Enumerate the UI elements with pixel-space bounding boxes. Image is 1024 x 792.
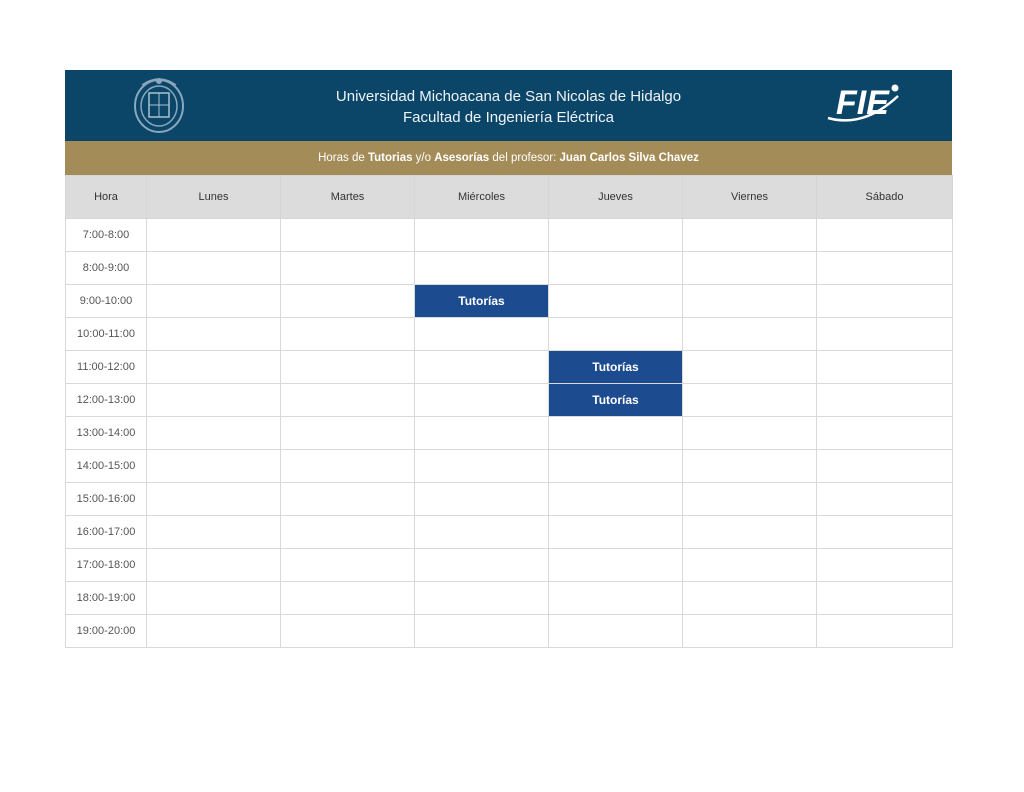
schedule-cell bbox=[683, 384, 817, 417]
schedule-cell bbox=[415, 384, 549, 417]
schedule-cell bbox=[147, 450, 281, 483]
schedule-cell bbox=[281, 549, 415, 582]
schedule-cell bbox=[549, 450, 683, 483]
schedule-cell bbox=[549, 549, 683, 582]
schedule-sheet bbox=[65, 70, 952, 648]
time-slot-label: 8:00-9:00 bbox=[66, 252, 147, 285]
header-titles bbox=[65, 86, 952, 128]
university-name: Universidad Michoacana de San Nicolas de Hidalgo bbox=[335, 88, 682, 105]
schedule-cell bbox=[147, 516, 281, 549]
table-row bbox=[66, 582, 953, 615]
schedule-cell bbox=[415, 582, 549, 615]
schedule-cell bbox=[281, 285, 415, 318]
schedule-cell bbox=[817, 582, 953, 615]
banner-connector: y/o bbox=[412, 152, 435, 164]
time-slot-label: 17:00-18:00 bbox=[66, 549, 147, 582]
schedule-cell bbox=[147, 318, 281, 351]
schedule-cell bbox=[683, 318, 817, 351]
column-header-2: Martes bbox=[281, 176, 415, 219]
column-header-0: Hora bbox=[66, 176, 147, 219]
schedule-cell bbox=[683, 516, 817, 549]
schedule-cell bbox=[683, 351, 817, 384]
schedule-cell bbox=[549, 417, 683, 450]
schedule-cell bbox=[415, 351, 549, 384]
schedule-cell bbox=[415, 252, 549, 285]
schedule-cell bbox=[281, 219, 415, 252]
schedule-cell bbox=[281, 252, 415, 285]
schedule-cell bbox=[281, 516, 415, 549]
schedule-cell bbox=[549, 615, 683, 648]
table-row bbox=[66, 318, 953, 351]
column-header-3: Miércoles bbox=[415, 176, 549, 219]
tutoria-slot: Tutorías bbox=[549, 351, 683, 384]
schedule-cell bbox=[817, 285, 953, 318]
time-slot-label: 16:00-17:00 bbox=[66, 516, 147, 549]
schedule-cell bbox=[549, 252, 683, 285]
table-row bbox=[66, 450, 953, 483]
svg-text:FIE: FIE bbox=[836, 84, 889, 122]
table-row bbox=[66, 549, 953, 582]
schedule-cell bbox=[147, 285, 281, 318]
table-row bbox=[66, 483, 953, 516]
schedule-cell bbox=[281, 450, 415, 483]
table-header-row bbox=[66, 176, 953, 219]
schedule-cell bbox=[281, 351, 415, 384]
schedule-cell bbox=[281, 483, 415, 516]
schedule-cell bbox=[817, 318, 953, 351]
column-header-1: Lunes bbox=[147, 176, 281, 219]
table-row bbox=[66, 252, 953, 285]
schedule-cell bbox=[147, 615, 281, 648]
schedule-cell bbox=[415, 450, 549, 483]
schedule-cell bbox=[817, 549, 953, 582]
time-slot-label: 14:00-15:00 bbox=[66, 450, 147, 483]
schedule-cell bbox=[549, 483, 683, 516]
schedule-table bbox=[65, 175, 953, 648]
schedule-cell bbox=[281, 318, 415, 351]
schedule-cell bbox=[415, 615, 549, 648]
table-row bbox=[66, 351, 953, 384]
schedule-cell bbox=[683, 483, 817, 516]
tutoria-slot: Tutorías bbox=[549, 384, 683, 417]
table-body bbox=[66, 219, 953, 648]
schedule-cell bbox=[817, 219, 953, 252]
schedule-cell bbox=[281, 384, 415, 417]
schedule-cell bbox=[281, 417, 415, 450]
column-header-6: Sábado bbox=[817, 176, 953, 219]
schedule-cell bbox=[817, 483, 953, 516]
table-row bbox=[66, 516, 953, 549]
table-row bbox=[66, 417, 953, 450]
professor-banner bbox=[65, 141, 952, 175]
schedule-cell bbox=[415, 516, 549, 549]
table-row bbox=[66, 615, 953, 648]
schedule-cell bbox=[147, 252, 281, 285]
professor-name: Juan Carlos Silva Chavez bbox=[559, 152, 699, 164]
schedule-cell bbox=[147, 582, 281, 615]
schedule-cell bbox=[817, 351, 953, 384]
table-row bbox=[66, 384, 953, 417]
schedule-cell bbox=[549, 219, 683, 252]
banner-suffix: del profesor: bbox=[489, 152, 560, 164]
page-header bbox=[65, 70, 952, 141]
schedule-cell bbox=[549, 582, 683, 615]
schedule-cell bbox=[147, 549, 281, 582]
schedule-cell bbox=[415, 318, 549, 351]
column-header-4: Jueves bbox=[549, 176, 683, 219]
schedule-cell bbox=[683, 285, 817, 318]
schedule-cell bbox=[683, 219, 817, 252]
schedule-cell bbox=[683, 252, 817, 285]
schedule-cell bbox=[817, 252, 953, 285]
fie-logo bbox=[824, 78, 904, 130]
schedule-cell bbox=[683, 450, 817, 483]
schedule-cell bbox=[683, 615, 817, 648]
schedule-cell bbox=[147, 219, 281, 252]
schedule-cell bbox=[549, 318, 683, 351]
time-slot-label: 19:00-20:00 bbox=[66, 615, 147, 648]
schedule-cell bbox=[549, 285, 683, 318]
schedule-cell bbox=[683, 417, 817, 450]
schedule-cell bbox=[817, 450, 953, 483]
table-row bbox=[66, 219, 953, 252]
schedule-cell bbox=[281, 615, 415, 648]
time-slot-label: 9:00-10:00 bbox=[66, 285, 147, 318]
time-slot-label: 11:00-12:00 bbox=[66, 351, 147, 384]
schedule-cell bbox=[683, 549, 817, 582]
table-row bbox=[66, 285, 953, 318]
schedule-cell bbox=[817, 516, 953, 549]
schedule-cell bbox=[147, 384, 281, 417]
faculty-name: Facultad de Ingeniería Eléctrica bbox=[403, 109, 614, 126]
schedule-cell bbox=[549, 516, 683, 549]
time-slot-label: 15:00-16:00 bbox=[66, 483, 147, 516]
time-slot-label: 13:00-14:00 bbox=[66, 417, 147, 450]
banner-asesorias: Asesorías bbox=[434, 152, 490, 164]
schedule-cell bbox=[147, 417, 281, 450]
time-slot-label: 7:00-8:00 bbox=[66, 219, 147, 252]
schedule-cell bbox=[415, 483, 549, 516]
schedule-cell bbox=[817, 615, 953, 648]
schedule-cell bbox=[415, 549, 549, 582]
schedule-cell bbox=[147, 351, 281, 384]
schedule-cell bbox=[415, 219, 549, 252]
schedule-cell bbox=[147, 483, 281, 516]
schedule-cell bbox=[817, 417, 953, 450]
time-slot-label: 10:00-11:00 bbox=[66, 318, 147, 351]
time-slot-label: 12:00-13:00 bbox=[66, 384, 147, 417]
schedule-cell bbox=[281, 582, 415, 615]
schedule-cell bbox=[683, 582, 817, 615]
column-header-5: Viernes bbox=[683, 176, 817, 219]
banner-tutorias: Tutorias bbox=[367, 152, 413, 164]
tutoria-slot: Tutorías bbox=[415, 285, 549, 318]
schedule-cell bbox=[415, 417, 549, 450]
time-slot-label: 18:00-19:00 bbox=[66, 582, 147, 615]
schedule-cell bbox=[817, 384, 953, 417]
banner-prefix: Horas de bbox=[318, 152, 368, 164]
